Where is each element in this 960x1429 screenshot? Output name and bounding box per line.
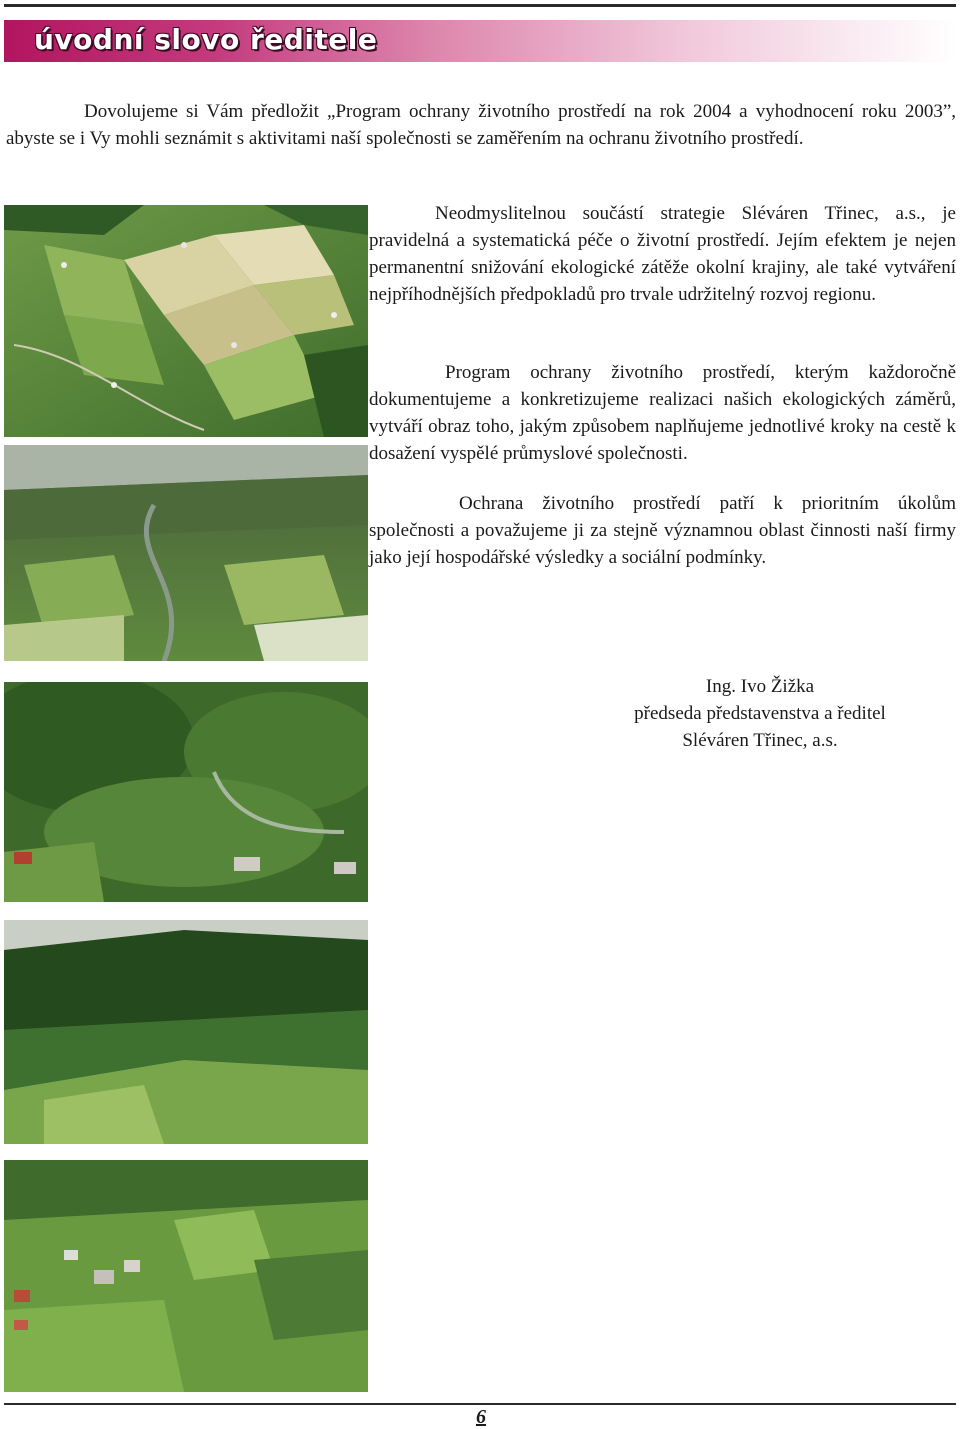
aerial-photo-valley-town	[4, 445, 368, 661]
program-paragraph: Program ochrany životního prostředí, kterým každoročně dokumentujeme a konkretizujeme realizaci našich ekologických záměrů, vytváří obraz toho, jakým způsobem naplňujeme jednotlivé kroky na cestě k dosažení vyspělé průmyslové společnosti.	[369, 362, 956, 464]
intro-paragraph: Dovolujeme si Vám předložit „Program ochrany životního prostředí na rok 2004 a vyhodnocení roku 2003”, abyste se i Vy mohli seznámit s aktivitami naší společnosti se zaměřením na ochranu životního prostředí.	[6, 101, 956, 149]
priority-paragraph: Ochrana životního prostředí patří k prioritním úkolům společnosti a považujeme ji za stejně významnou oblast činnosti naší firmy jako její hospodářské výsledky a sociální podmínky.	[369, 493, 956, 568]
footer-rule	[4, 1403, 956, 1405]
page-number: 6	[476, 1406, 486, 1428]
top-rule	[4, 4, 956, 7]
aerial-photo-forest	[4, 682, 368, 902]
signatory-company: Sléváren Třinec, a.s.	[682, 730, 838, 751]
header-banner	[4, 20, 956, 62]
signatory-role: předseda představenstva a ředitel	[634, 703, 886, 724]
page-title: úvodní slovo ředitele	[34, 23, 378, 56]
aerial-photo-fields	[4, 205, 368, 437]
aerial-photo-meadows	[4, 1160, 368, 1392]
signature-block	[600, 673, 920, 754]
signatory-name: Ing. Ivo Žižka	[705, 676, 815, 697]
strategy-paragraph: Neodmyslitelnou součástí strategie Sléváren Třinec, a.s., je pravidelná a systematická péče o životní prostředí. Jejím efektem je nejen permanentní snižování ekologické zátěže okolní krajiny, ale také vytváření nejpříhodnějších předpokladů pro trvale udržitelný rozvoj regionu.	[369, 203, 956, 305]
aerial-photo-mountain	[4, 920, 368, 1144]
